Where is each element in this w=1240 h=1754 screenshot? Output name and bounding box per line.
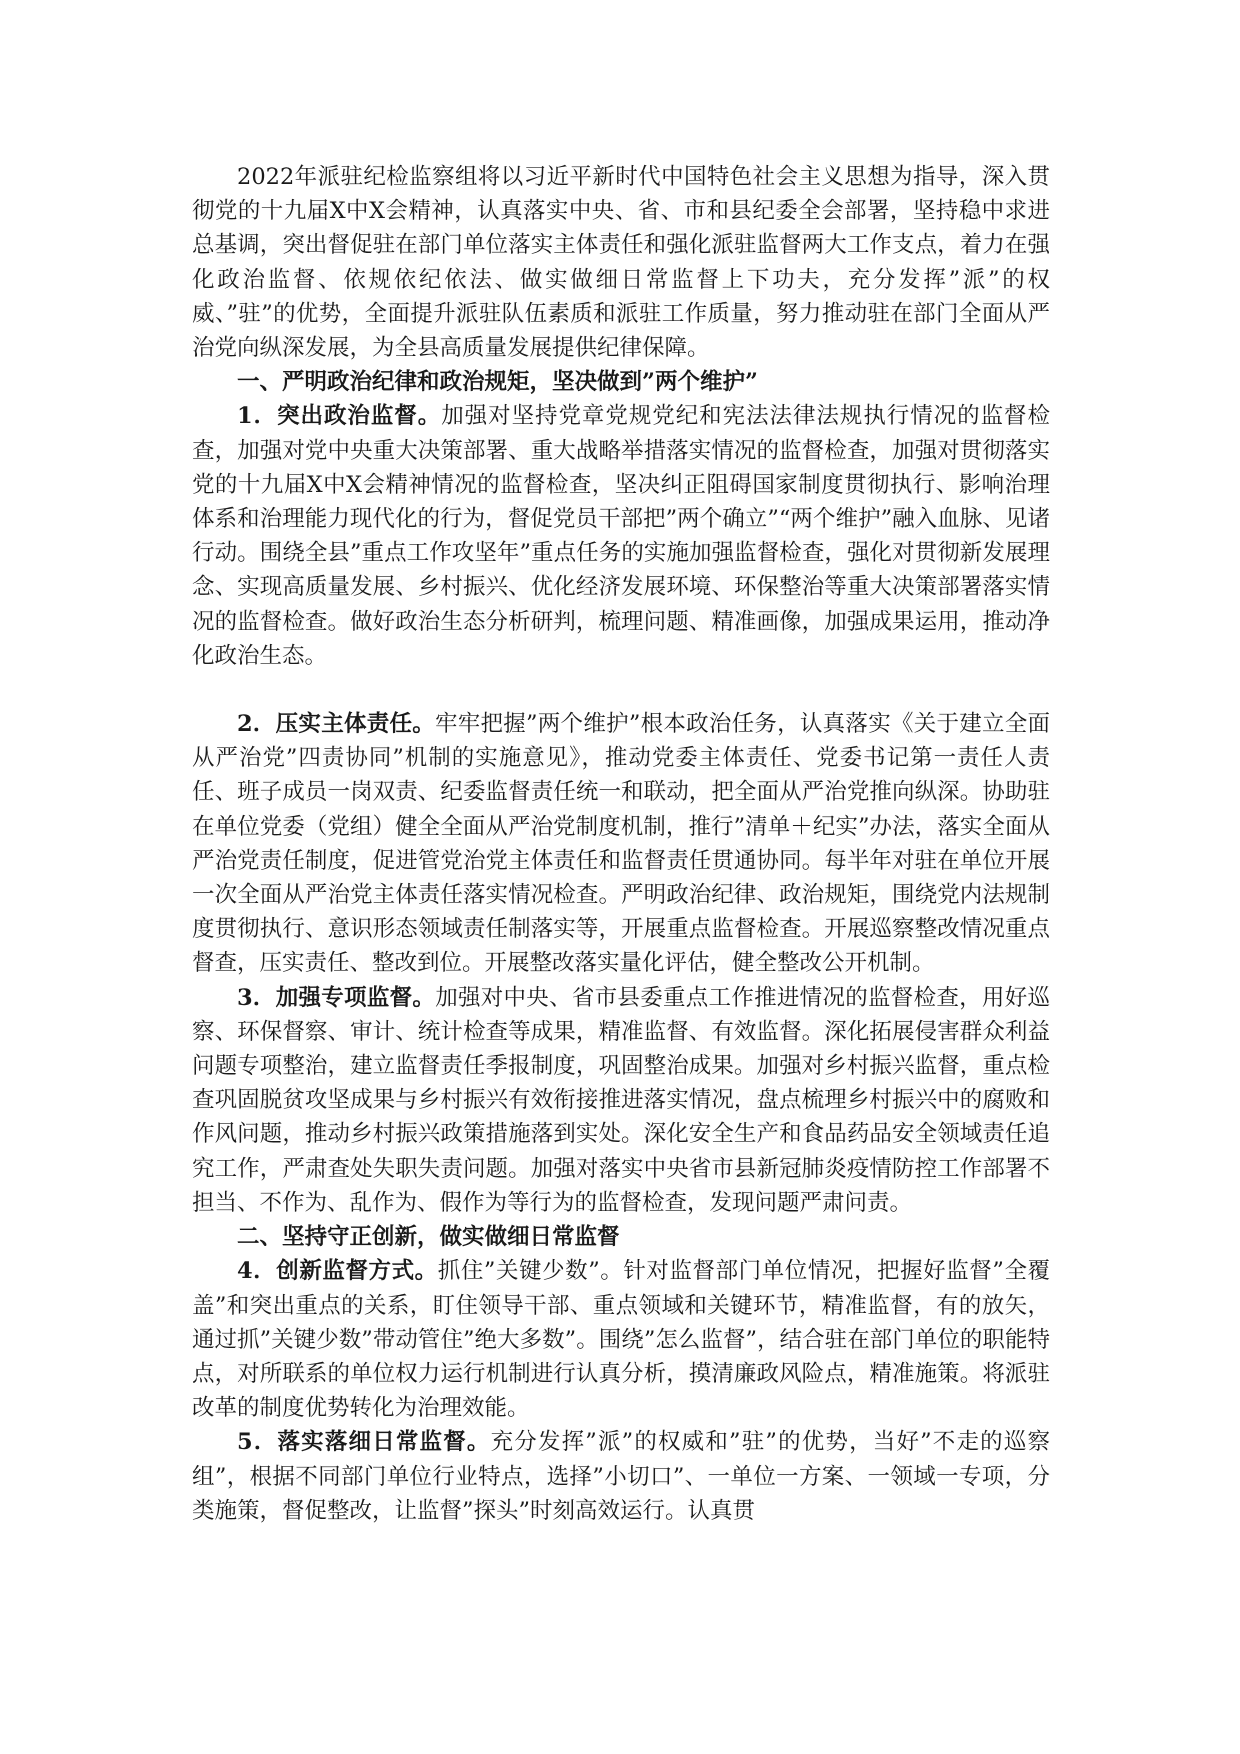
section-1-heading: 一、严明政治纪律和政治规矩，坚决做到”两个维护” (237, 369, 758, 396)
item-4-paragraph (192, 1254, 1050, 1425)
item-2-paragraph (192, 707, 1050, 981)
item-2-lead: 2．压实主体责任。 (237, 711, 435, 738)
item-2-body: 牢牢把握”两个维护”根本政治任务，认真落实《关于建立全面从严治党”四责协同”机制的实施意见》，推动党委主体责任、党委书记第一责任人责任、班子成员一岗双责、纪委监督责任统一和联动，把全面从严治党推向纵深。协助驻在单位党委（党组）健全全面从严治党制度机制，推行”清单＋纪实”办法，落实全面从严治党责任制度，促进管党治党主体责任和监督责任贯通协同。每半年对驻在单位开展一次全面从严治党主体责任落实情况检查。严明政治纪律、政治规矩，围绕党内法规制度贯彻执行、意识形态领域责任制落实等，开展重点监督检查。开展巡察整改情况重点督查，压实责任、整改到位。开展整改落实量化评估，健全整改公开机制。 (192, 711, 1051, 977)
section-2-heading: 二、坚持守正创新，做实做细日常监督 (237, 1224, 620, 1251)
document-page (192, 160, 1050, 1528)
item-5-body: 充分发挥”派”的权威和”驻”的优势，当好”不走的巡察组”，根据不同部门单位行业特点，选择”小切口”、一单位一方案、一领域一专项，分类施策，督促整改，让监督”探头”时刻高效运行。认真贯 (192, 1429, 1051, 1524)
item-3-body: 加强对中央、省市县委重点工作推进情况的监督检查，用好巡察、环保督察、审计、统计检查等成果，精准监督、有效监督。深化拓展侵害群众利益问题专项整治，建立监督责任季报制度，巩固整治成果。加强对乡村振兴监督，重点检查巩固脱贫攻坚成果与乡村振兴有效衔接推进落实情况，盘点梳理乡村振兴中的腐败和作风问题，推动乡村振兴政策措施落到实处。深化安全生产和食品药品安全领域责任追究工作，严肃查处失职失责问题。加强对落实中央省市县新冠肺炎疫情防控工作部署不担当、不作为、乱作为、假作为等行为的监督检查，发现问题严肃问责。 (192, 984, 1050, 1216)
item-1-body: 加强对坚持党章党规党纪和宪法法律法规执行情况的监督检查，加强对党中央重大决策部署、重大战略举措落实情况的监督检查，加强对贯彻落实党的十九届X中X会精神情况的监督检查，坚决纠正阻碍国家制度贯彻执行、影响治理体系和治理能力现代化的行为，督促党员干部把”两个确立”“两个维护”融入血脉、见诸行动。围绕全县”重点工作攻坚年”重点任务的实施加强监督检查，强化对贯彻新发展理念、实现高质量发展、乡村振兴、优化经济发展环境、环保整治等重大决策部署落实情况的监督检查。做好政治生态分析研判，梳理问题、精准画像，加强成果运用，推动净化政治生态。 (192, 403, 1050, 669)
intro-paragraph: 2022年派驻纪检监察组将以习近平新时代中国特色社会主义思想为指导，深入贯彻党的十九届X中X会精神，认真落实中央、省、市和县纪委全会部署，坚持稳中求进总基调，突出督促驻在部门单位落实主体责任和强化派驻监督两大工作支点，着力在强化政治监督、依规依纪依法、做实做细日常监督上下功夫，充分发挥”派”的权威、”驻”的优势，全面提升派驻队伍素质和派驻工作质量，努力推动驻在部门全面从严治党向纵深发展，为全县高质量发展提供纪律保障。 (192, 164, 1050, 362)
item-3-paragraph (192, 981, 1050, 1220)
item-3-lead: 3．加强专项监督。 (237, 984, 436, 1011)
item-4-body: 抓住”关键少数”。针对监督部门单位情况，把握好监督”全覆盖”和突出重点的关系，盯住领导干部、重点领域和关键环节，精准监督，有的放矢，通过抓”关键少数”带动管住”绝大多数”。围绕”怎么监督”，结合驻在部门单位的职能特点，对所联系的单位权力运行机制进行认真分析，摸清廉政风险点，精准施策。将派驻改革的制度优势转化为治理效能。 (192, 1258, 1051, 1422)
item-1-paragraph (192, 399, 1050, 673)
item-5-paragraph (192, 1425, 1050, 1528)
paragraph-gap (192, 673, 1050, 707)
item-5-lead: 5．落实落细日常监督。 (237, 1429, 491, 1456)
item-1-lead: 1．突出政治监督。 (237, 403, 442, 430)
item-4-lead: 4．创新监督方式。 (237, 1258, 438, 1285)
